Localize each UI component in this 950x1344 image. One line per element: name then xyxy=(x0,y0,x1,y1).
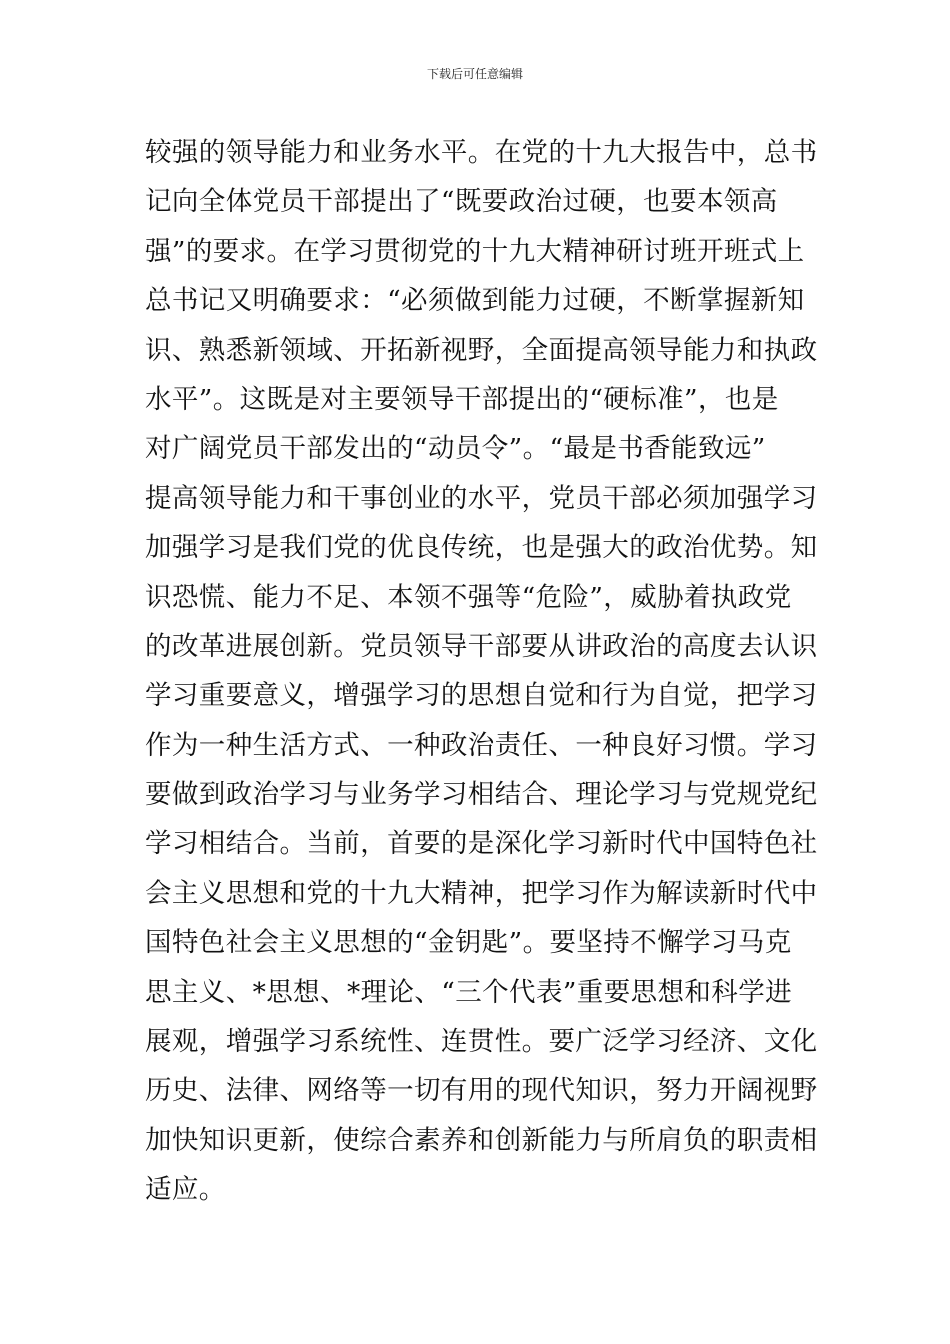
text-line: 加快知识更新，使综合素养和创新能力与所肩负的职责相 xyxy=(145,1124,818,1156)
text-line: 对广阔党员干部发出的“动员令”。“最是书香能致远” xyxy=(145,433,766,465)
text-line: 学习相结合。当前，首要的是深化学习新时代中国特色社 xyxy=(145,828,818,860)
text-line: 历史、法律、网络等一切有用的现代知识，努力开阔视野 xyxy=(145,1075,818,1107)
body-paragraph xyxy=(145,128,818,1215)
text-line: 提高领导能力和干事创业的水平，党员干部必须加强学习 xyxy=(145,482,818,514)
text-line: 学习重要意义，增强学习的思想自觉和行为自觉，把学习 xyxy=(145,680,818,712)
text-line: 识恐慌、能力不足、本领不强等“危险”，威胁着执政党 xyxy=(145,581,792,613)
page-header: 下载后可任意编辑 xyxy=(426,67,523,81)
text-line: 作为一种生活方式、一种政治责任、一种良好习惯。学习 xyxy=(145,729,818,761)
text-line: 总书记又明确要求：“必须做到能力过硬，不断掌握新知 xyxy=(145,285,805,317)
text-line: 思主义、*思想、*理论、“三个代表”重要思想和科学进 xyxy=(145,976,792,1008)
text-line: 识、熟悉新领域、开拓新视野，全面提高领导能力和执政 xyxy=(145,334,818,366)
text-line: 国特色社会主义思想的“金钥匙”。要坚持不懈学习马克 xyxy=(145,927,792,959)
text-line: 强”的要求。在学习贯彻党的十九大精神研讨班开班式上 xyxy=(145,235,805,267)
text-line: 会主义思想和党的十九大精神，把学习作为解读新时代中 xyxy=(145,877,818,909)
text-line: 水平”。这既是对主要领导干部提出的“硬标准”，也是 xyxy=(145,383,779,415)
text-line: 记向全体党员干部提出了“既要政治过硬，也要本领高 xyxy=(145,186,778,218)
text-line: 加强学习是我们党的优良传统，也是强大的政治优势。知 xyxy=(145,532,818,564)
text-line: 展观，增强学习系统性、连贯性。要广泛学习经济、文化 xyxy=(145,1026,818,1058)
text-line: 要做到政治学习与业务学习相结合、理论学习与党规党纪 xyxy=(145,779,818,811)
text-line: 的改革进展创新。党员领导干部要从讲政治的高度去认识 xyxy=(145,630,818,662)
text-line: 适应。 xyxy=(145,1174,226,1206)
text-line: 较强的领导能力和业务水平。在党的十九大报告中，总书 xyxy=(145,137,818,168)
